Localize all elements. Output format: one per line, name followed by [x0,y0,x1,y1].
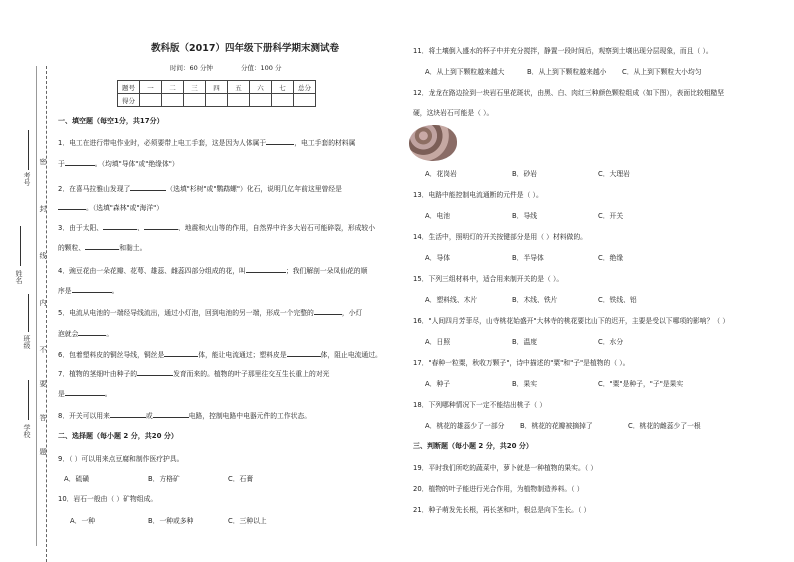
q14-option-b[interactable]: B．半导体 [512,254,544,262]
answer-blank[interactable] [153,417,189,418]
q4-text: 序是 [58,287,72,295]
question-7 [58,368,329,378]
answer-blank[interactable] [85,249,119,250]
binding-dashed-line [46,66,47,562]
score-cell[interactable] [272,94,294,107]
q18-option-b[interactable]: B．桃花的花瓣被摘掉了 [520,422,593,430]
class-field [28,294,29,332]
q16-option-b[interactable]: B．温度 [512,338,538,346]
question-6 [58,349,382,359]
question-20: 20．植物的叶子能进行光合作用，为植物制造养料。（ ） [413,485,584,493]
question-2-cont [58,202,163,212]
question-1-cont [58,158,179,168]
answer-blank[interactable] [130,190,166,191]
answer-blank[interactable] [103,229,137,230]
q2-text: 2．在喜马拉雅山发现了 [58,185,131,193]
score-cell: 三 [184,81,206,94]
q17-option-c[interactable]: C．"粟"是种子，"子"是果实 [598,380,684,388]
answer-blank[interactable] [78,335,106,336]
q4-text: 。 [111,287,119,295]
score-info: 分值：100 分 [241,64,282,72]
q7-text: 7．植物的茎细叶由种子的 [58,370,138,378]
q13-option-c[interactable]: C．开关 [598,212,624,220]
score-cell[interactable] [294,94,316,107]
question-3 [58,222,375,232]
question-2 [58,183,342,193]
question-18: 18．下列哪种情况下一定不能结出桃子（ ） [413,401,547,409]
q17-option-a[interactable]: A．种子 [425,380,451,388]
answer-blank[interactable] [246,272,286,273]
section-true-false: 三、判断题（每小题 2 分，共20 分） [413,442,533,450]
q2-text: （选填"杉树"或"鹦鹉螺"）化石，说明几亿年前这里曾经是 [166,185,342,193]
question-1 [58,137,355,147]
score-table-score-row [118,94,316,107]
answer-blank[interactable] [58,209,86,210]
score-cell: 题号 [118,81,140,94]
question-11: 11．将土壤倒入盛水的杯子中并充分搅拌，静置一段时间后，观察到土壤出现分层现象，而且（ ）。 [413,47,713,55]
time-info: 时间：60 分钟 [170,64,213,72]
q15-option-a[interactable]: A．塑料线、木片 [425,296,478,304]
score-cell: 五 [228,81,250,94]
score-cell[interactable] [228,94,250,107]
q10-option-a[interactable]: A．一种 [70,517,96,525]
q3-text: 和黏土。 [119,244,147,252]
q1-text: 1．电工在进行带电作业时，必须要带上电工手套，这是因为人体属于 [58,139,267,147]
q12-option-c[interactable]: C．大理岩 [598,170,630,178]
question-13: 13．电路中能控制电流通断的元件是（ ）。 [413,191,543,199]
score-cell: 七 [272,81,294,94]
q14-option-c[interactable]: C．绝缘 [598,254,624,262]
question-12: 12．龙龙在路边捡到一块岩石里花斑状，由黑、白、肉红三种颜色颗粒组成（如下图），表面比较粗糙坚 [413,89,725,97]
score-cell[interactable] [250,94,272,107]
q3-text: 、地震和火山等的作用，自然界中许多大岩石可能碎裂，形成较小 [177,224,376,232]
q13-option-b[interactable]: B．导线 [512,212,538,220]
answer-blank[interactable] [65,395,105,396]
name-label: 姓名 [15,270,23,284]
score-cell: 二 [162,81,184,94]
binding-mark: 线 [39,252,47,259]
question-8 [58,410,311,420]
q13-option-a[interactable]: A．电池 [425,212,451,220]
answer-blank[interactable] [287,356,321,357]
q5-text: 。 [106,330,114,338]
binding-mark: 题 [39,448,47,455]
rock-image [409,125,457,161]
binding-mark: 内 [39,299,47,306]
question-4 [58,265,367,275]
q10-option-b[interactable]: B．一种或多种 [148,517,194,525]
section-fill-blank: 一、填空题（每空1分，共17分） [58,117,164,125]
q6-text: 体，阻止电流通过。 [320,351,382,359]
q11-option-b[interactable]: B．从上到下颗粒越来越小 [527,68,607,76]
binding-mark: 要 [39,380,47,387]
question-19: 19．平时我们所吃的蔬菜中，萝卜就是一种植物的果实。（ ） [413,464,598,472]
question-10: 10．岩石一般由（ ）矿物组成。 [58,495,158,503]
question-4-cont [58,285,118,295]
score-cell: 得分 [118,94,140,107]
q9-option-b[interactable]: B．方格矿 [148,475,180,483]
score-cell[interactable] [184,94,206,107]
score-cell[interactable] [162,94,184,107]
question-14: 14．生活中，照明灯的开关按键部分是用（ ）材料做的。 [413,233,587,241]
q4-text: ；我们解剖一朵凤仙花的顺 [285,267,368,275]
score-cell: 四 [206,81,228,94]
question-5-cont [58,328,113,338]
q17-option-b[interactable]: B．果实 [512,380,538,388]
answer-blank[interactable] [144,229,178,230]
q5-text: ，小灯 [341,309,363,317]
question-7-cont [58,388,112,398]
q8-text: 电路，控制电路中电器元件的工作状态。 [188,412,312,420]
q8-text: 或 [145,412,153,420]
q2-text: 。（选填"森林"或"海洋"） [86,204,164,212]
score-cell: 六 [250,81,272,94]
score-cell[interactable] [206,94,228,107]
q11-option-c[interactable]: C．从上到下颗粒大小均匀 [622,68,702,76]
q11-option-a[interactable]: A．从上到下颗粒越来越大 [425,68,505,76]
q9-option-c[interactable]: C．石膏 [228,475,254,483]
question-12-cont: 硬，这块岩石可能是（ ）。 [413,109,494,117]
score-cell: 一 [140,81,162,94]
q16-option-c[interactable]: C．水分 [598,338,624,346]
school-label: 学校 [23,424,31,438]
q7-text: 是 [58,390,65,398]
q10-option-c[interactable]: C．三种以上 [228,517,267,525]
q14-option-a[interactable]: A．导体 [425,254,451,262]
q12-option-a[interactable]: A．花岗岩 [425,170,457,178]
q15-option-b[interactable]: B．木线、铁片 [512,296,558,304]
q1-text: ，电工手套的材料属 [294,139,356,147]
question-17: 17．"春种一粒粟，秋收万颗子"，诗中描述的"粟"和"子"是植物的（ ）。 [413,359,630,367]
name-field [20,226,21,266]
score-table-header-row [118,81,316,94]
q1-text: 。（均填"导体"或"绝缘体"） [94,160,179,168]
q9-option-a[interactable]: A．硫磺 [64,475,90,483]
exam-number-field [28,130,29,170]
q7-text: 。 [104,390,112,398]
binding-mark: 密 [39,158,47,165]
answer-blank[interactable] [266,144,294,145]
q4-text: 4．豌豆花由一朵花瓣、花萼、雄蕊、雌蕊四部分组成的花，叫 [58,267,246,275]
question-9: 9．（ ）可以用来点豆腐和制作医疗护具。 [58,455,184,463]
exam-number-label: 考号 [23,172,31,186]
q3-text: 、 [137,224,144,232]
section-multiple-choice: 二、选择题（每小题 2 分，共20 分） [58,432,178,440]
answer-blank[interactable] [137,375,173,376]
q15-option-c[interactable]: C．铁线、铝 [598,296,637,304]
binding-edge-line [36,66,37,546]
binding-mark: 不 [39,346,47,353]
question-21: 21．种子萌发先长根，再长茎和叶，根总是向下生长。（ ） [413,506,591,514]
school-field [28,380,29,420]
answer-blank[interactable] [164,356,198,357]
binding-mark: 答 [39,414,47,421]
answer-blank[interactable] [65,165,95,166]
exam-info [170,63,281,72]
binding-mark: 封 [39,205,47,212]
q6-text: 6．包着塑料皮的铜丝导线，铜丝是 [58,351,165,359]
question-5 [58,307,362,317]
class-label: 班级 [23,335,31,349]
q16-option-a[interactable]: A．日照 [425,338,451,346]
answer-blank[interactable] [110,417,146,418]
score-cell[interactable] [140,94,162,107]
q5-text: 泡就会 [58,330,79,338]
q18-option-a[interactable]: A．桃花的雄蕊少了一部分 [425,422,505,430]
page-title: 教科版（2017）四年级下册科学期末测试卷 [151,43,339,54]
q18-option-c[interactable]: C．桃花的雌蕊少了一根 [628,422,701,430]
question-15: 15．下列三组材料中，适合用来制开关的是（ ）。 [413,275,564,283]
q3-text: 的颗粒、 [58,244,86,252]
q3-text: 3．由于太阳、 [58,224,104,232]
q5-text: 5．电流从电池的一端经导线流出，通过小灯泡，回到电池的另一端，形成一个完整的 [58,309,314,317]
score-table [117,80,316,107]
q7-text: 发育而来的。植物的叶子那里往交互生长重上的对光 [173,370,330,378]
q1-text: 于 [58,160,65,168]
q8-text: 8．开关可以用来 [58,412,110,420]
answer-blank[interactable] [72,292,112,293]
question-3-cont [58,242,146,252]
question-16: 16．"人间四月芳菲尽，山寺桃花始盛开"大林寺的桃花要比山下的迟开，主要是受以下哪项的影响？（ ） [413,317,730,325]
q6-text: 体，能让电流通过；塑料皮是 [198,351,287,359]
answer-blank[interactable] [314,314,342,315]
score-cell: 总分 [294,81,316,94]
q12-option-b[interactable]: B．砂岩 [512,170,538,178]
